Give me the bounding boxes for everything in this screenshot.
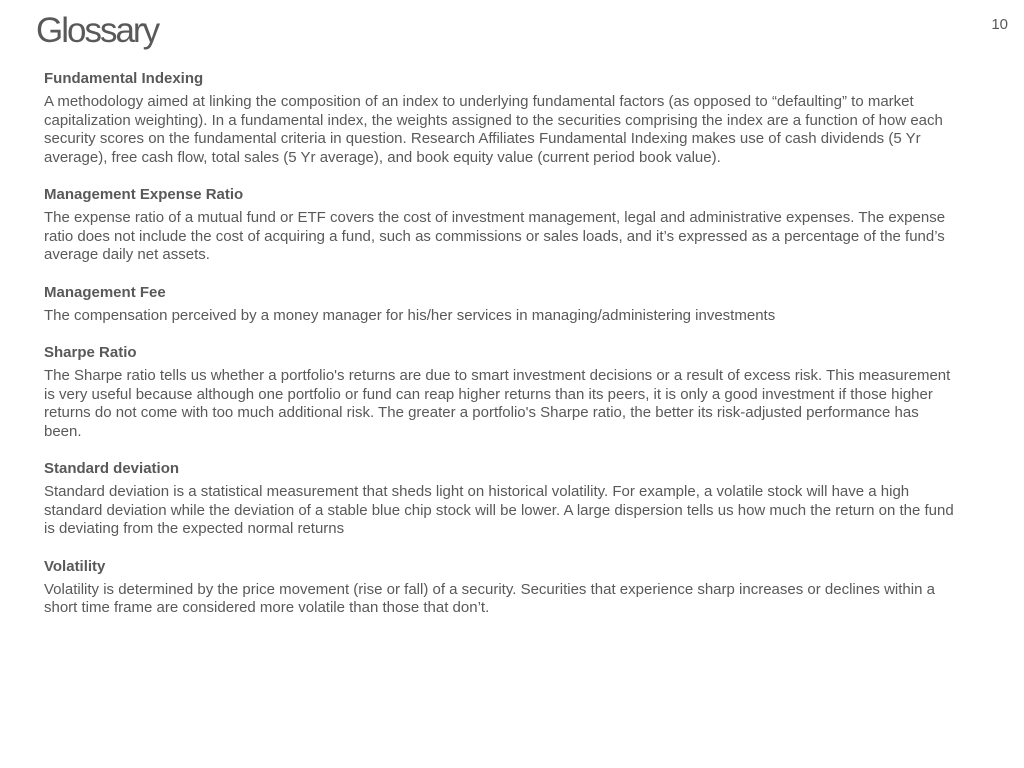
page-number: 10 <box>991 16 1008 33</box>
glossary-term: Standard deviation <box>44 460 180 477</box>
glossary-term: Management Expense Ratio <box>44 186 244 203</box>
glossary-definition: A methodology aimed at linking the composition of an index to underlying fundamental factors (as opposed to “defaulting” to market capitalization weighting). In a fundamental index, the weights assigned to the securities comprising the index are a function of how each security scores on the fundamental criteria in question. Research Affiliates Fundamental Indexing makes use of cash dividends (5 Yr average), free cash flow, total sales (5 Yr average), and book equity value (current period book value). <box>44 93 943 166</box>
glossary-entry-standard-deviation <box>44 459 954 539</box>
page-title: Glossary <box>36 11 159 50</box>
glossary-definition: The Sharpe ratio tells us whether a portfolio's returns are due to smart investment decisions or a result of excess risk. This measurement is very useful because although one portfolio or fund can reap higher returns than its peers, it is only a good investment if those higher returns do not come with too much additional risk. The greater a portfolio's Sharpe ratio, the better its risk-adjusted performance has been. <box>44 367 951 440</box>
glossary-entry-sharpe-ratio <box>44 343 954 441</box>
glossary-entry-volatility <box>44 557 954 618</box>
glossary-entry-fundamental-indexing <box>44 69 954 167</box>
glossary-term: Sharpe Ratio <box>44 344 137 361</box>
glossary-entry-management-fee <box>44 283 954 326</box>
glossary-definition: Standard deviation is a statistical measurement that sheds light on historical volatility. For example, a volatile stock will have a high standard deviation while the deviation of a stable blue chip stock will be lower. A large dispersion tells us how much the return on the fund is deviating from the expected normal returns <box>44 483 954 537</box>
glossary-term: Management Fee <box>44 283 166 301</box>
glossary-definition: The expense ratio of a mutual fund or ETF covers the cost of investment management, legal and administrative expenses. The expense ratio does not include the cost of acquiring a fund, such as commissions or sales loads, and it’s expressed as a percentage of the fund’s average daily net assets. <box>44 209 946 263</box>
glossary-list <box>44 69 954 636</box>
glossary-definition: Volatility is determined by the price movement (rise or fall) of a security. Securities that experience sharp increases or declines within a short time frame are considered more volatile than those that don’t. <box>44 580 935 616</box>
glossary-entry-management-expense-ratio <box>44 185 954 265</box>
glossary-term: Volatility <box>44 557 106 575</box>
glossary-term: Fundamental Indexing <box>44 70 204 87</box>
glossary-definition: The compensation perceived by a money manager for his/her services in managing/administering investments <box>44 306 776 324</box>
